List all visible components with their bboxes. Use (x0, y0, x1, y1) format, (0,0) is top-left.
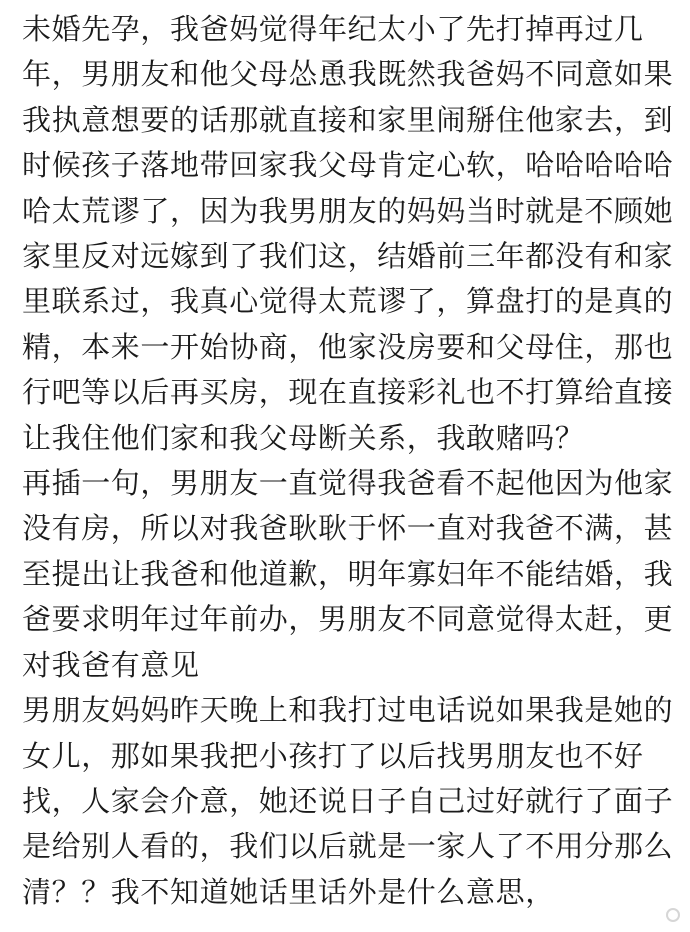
text-line: 行吧等以后再买房，现在直接彩礼也不打算给直接 (22, 375, 674, 410)
text-line: 家里反对远嫁到了我们这，结婚前三年都没有和家 (22, 239, 674, 274)
text-line: 找，人家会介意，她还说日子自己过好就行了面子 (22, 783, 674, 818)
text-line: 清？？我不知道她话里话外是什么意思， (22, 874, 555, 909)
text-line: 是给别人看的，我们以后就是一家人了不用分那么 (22, 829, 674, 864)
paragraph-1 (22, 7, 672, 461)
text-line: 我执意想要的话那就直接和家里闹掰住他家去，到 (22, 102, 674, 137)
text-line: 女儿，那如果我把小孩打了以后找男朋友也不好 (22, 738, 644, 773)
text-line: 男朋友妈妈昨天晚上和我打过电话说如果我是她的 (22, 693, 674, 728)
text-line: 精，本来一开始协商，他家没房要和父母住，那也 (22, 329, 674, 364)
text-line: 时候孩子落地带回家我父母肯定心软，哈哈哈哈哈 (22, 148, 674, 183)
text-line: 未婚先孕，我爸妈觉得年纪太小了先打掉再过几 (22, 12, 644, 46)
text-line: 至提出让我爸和他道歉，明年寡妇年不能结婚，我 (22, 556, 674, 591)
watermark (666, 908, 680, 922)
text-line: 让我住他们家和我父母断关系，我敢赌吗？ (22, 420, 585, 455)
post-body (22, 7, 672, 915)
text-line: 没有房，所以对我爸耿耿于怀一直对我爸不满，甚 (22, 511, 674, 546)
text-line: 年，男朋友和他父母怂恿我既然我爸妈不同意如果 (22, 57, 674, 92)
text-line: 对我爸有意见 (22, 647, 200, 682)
paragraph-3 (22, 688, 672, 915)
text-line: 再插一句，男朋友一直觉得我爸看不起他因为他家 (22, 466, 674, 501)
text-line: 爸要求明年过年前办，男朋友不同意觉得太赶，更 (22, 602, 674, 637)
text-line: 哈太荒谬了，因为我男朋友的妈妈当时就是不顾她 (22, 193, 674, 228)
text-line: 里联系过，我真心觉得太荒谬了，算盘打的是真的 (22, 284, 674, 319)
paragraph-2 (22, 461, 672, 688)
weibo-icon (666, 908, 680, 922)
